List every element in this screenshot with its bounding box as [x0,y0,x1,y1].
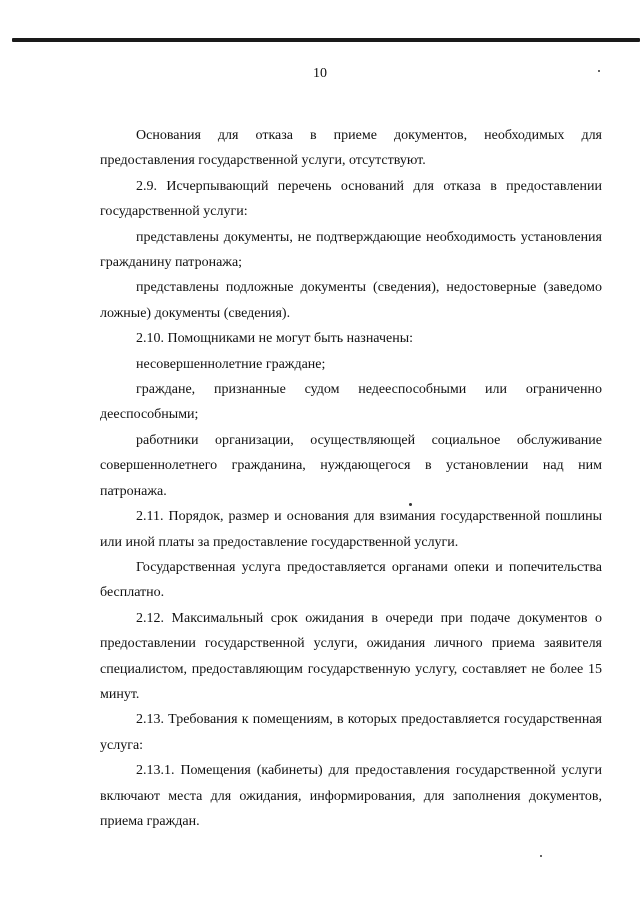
paragraph: 2.11. Порядок, размер и основания для взимания государственной пошлины или иной платы за предоставление государственной услуги. [100,509,602,550]
scan-speck [409,503,412,506]
page-number: 10 [313,66,327,81]
paragraph: несовершеннолетние граждане; [136,356,326,372]
paragraph: работники организации, осуществляющей социальное обслуживание совершеннолетнего гражданина, нуждающегося в установлении над ним патронажа. [100,432,602,499]
paragraph: 2.9. Исчерпывающий перечень оснований для отказа в предоставлении государственной услуги: [100,178,602,220]
paragraph: представлены документы, не подтверждающие необходимость установления гражданину патронажа; [100,229,602,271]
top-rule [12,38,640,42]
paragraph: граждане, признанные судом недееспособными или ограниченно дееспособными; [100,382,602,423]
scan-speck [598,70,600,72]
paragraph: Основания для отказа в приеме документов, необходимых для предоставления государственной услуги, отсутствуют. [100,128,602,169]
paragraph: 2.13.1. Помещения (кабинеты) для предоставления государственной услуги включают места для ожидания, информирования, для заполнения документов, приема граждан. [100,763,602,829]
paragraph: Государственная услуга предоставляется органами опеки и попечительства бесплатно. [100,559,602,601]
paragraph: представлены подложные документы (сведения), недостоверные (заведомо ложные) документы (сведения). [100,280,602,321]
paragraph: 2.10. Помощниками не могут быть назначены: [136,331,414,347]
paragraph: 2.13. Требования к помещениям, в которых предоставляется государственная услуга: [100,712,602,753]
document-body [100,123,602,834]
scan-speck [540,855,542,857]
paragraph: 2.12. Максимальный срок ожидания в очереди при подаче документов о предоставлении государственной услуги, ожидания личного приема заявителя специалистом, предоставляющим государственную услугу, составляет не более 15 минут. [100,610,602,702]
